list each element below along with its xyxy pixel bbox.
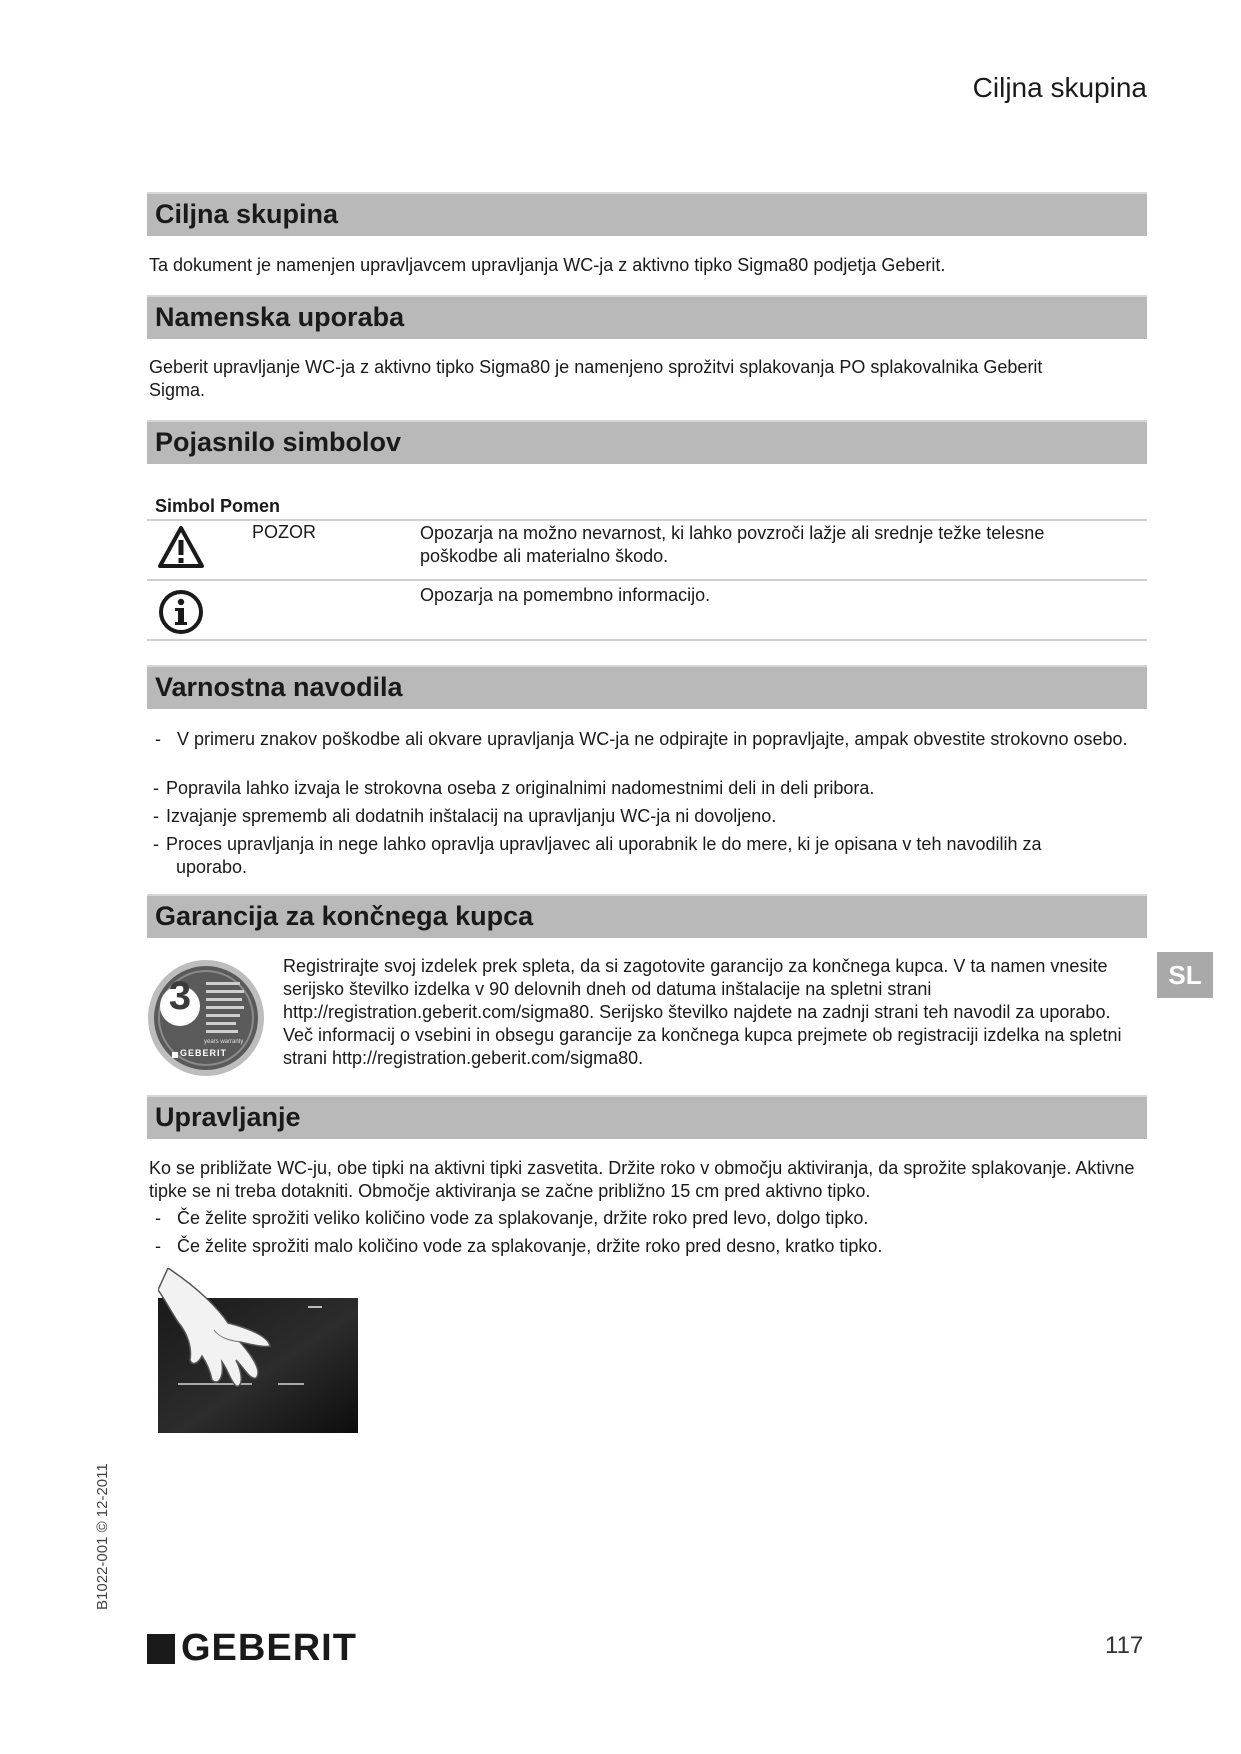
list-item xyxy=(149,1207,1144,1230)
list-item xyxy=(149,833,1144,879)
operation-list xyxy=(149,1207,1144,1263)
list-dash: - xyxy=(153,778,159,798)
section-heading-intended-use xyxy=(147,295,1147,339)
operation-text: Ko se približate WC-ju, obe tipki na aktivni tipki zasvetita. Držite roko v območju aktiviranja, da sprožite splakovanje. Aktivne tipke se ni treba dotakniti. Območje aktiviranja se začne približno 15 cm pred aktivno tipko. xyxy=(149,1158,1135,1201)
section-heading-text: Pojasnilo simbolov xyxy=(155,427,402,457)
running-title: Ciljna skupina xyxy=(972,72,1147,103)
language-tab: SL xyxy=(1157,952,1213,998)
list-item-text: Proces upravljanja in nege lahko opravlja upravljavec ali uporabnik le do mere, ki je opisana v teh navodilih za xyxy=(166,834,1042,854)
logo-square xyxy=(147,1634,175,1664)
safety-list xyxy=(149,728,1144,756)
list-dash: - xyxy=(155,729,161,749)
section-heading-text: Namenska uporaba xyxy=(155,302,405,332)
warranty-badge xyxy=(146,958,266,1078)
list-item-text: Če želite sprožiti veliko količino vode za splakovanje, držite roko pred levo, dolgo tipko. xyxy=(177,1208,869,1228)
list-dash: - xyxy=(153,806,159,826)
list-item-text: Popravila lahko izvaja le strokovna oseba z originalnimi nadomestnimi deli in deli pribora. xyxy=(166,778,875,798)
section-heading-text: Varnostna navodila xyxy=(155,672,403,702)
section-heading-text: Upravljanje xyxy=(155,1102,301,1132)
table-rule xyxy=(147,579,1147,581)
list-item-text: V primeru znakov poškodbe ali okvare upravljanja WC-ja ne odpirajte in popravljajte, ampak obvestite strokovno osebo. xyxy=(177,729,1128,749)
safety-list-continued xyxy=(149,777,1144,884)
list-item xyxy=(149,777,1144,800)
symbol-meaning-info: Opozarja na pomembno informacijo. xyxy=(420,585,711,605)
warranty-badge-number: 3 xyxy=(168,974,192,1018)
symbol-meaning-caution: Opozarja na možno nevarnost, ki lahko povzroči lažje ali srednje težke telesne poškodbe ali materialno škodo. xyxy=(420,523,1045,566)
list-item xyxy=(149,1235,1144,1258)
hand-activation-illustration xyxy=(158,1268,358,1433)
logo-wordmark: GEBERIT xyxy=(181,1627,357,1669)
page-number: 117 xyxy=(1105,1632,1144,1659)
target-group-text: Ta dokument je namenjen upravljavcem upravljanja WC-ja z aktivno tipko Sigma80 podjetja Geberit. xyxy=(149,255,946,275)
section-heading-symbols xyxy=(147,420,1147,464)
section-heading-operation xyxy=(147,1095,1147,1139)
list-dash: - xyxy=(155,1208,161,1228)
list-item xyxy=(149,805,1144,828)
list-dash: - xyxy=(155,1236,161,1256)
warranty-badge-caption: years warranty xyxy=(204,1039,244,1045)
intended-use-text: Geberit upravljanje WC-ja z aktivno tipko Sigma80 je namenjeno sprožitvi splakovanja PO splakovalnika Geberit Sigma. xyxy=(149,357,1043,400)
section-heading-text: Garancija za končnega kupca xyxy=(155,901,534,931)
symbol-label-caution: POZOR xyxy=(252,522,317,542)
section-heading-target-group xyxy=(147,192,1147,236)
warranty-badge-brand: GEBERIT xyxy=(180,1048,228,1058)
table-rule xyxy=(147,639,1147,641)
document-code: B1022-001 © 12-2011 xyxy=(94,1463,111,1610)
symbols-table-header: Simbol Pomen xyxy=(155,496,281,516)
section-heading-safety xyxy=(147,665,1147,709)
list-item-text: Če želite sprožiti malo količino vode za splakovanje, držite roko pred desno, kratko tipko. xyxy=(177,1236,883,1256)
info-icon xyxy=(157,588,205,636)
section-heading-text: Ciljna skupina xyxy=(155,199,339,229)
table-rule xyxy=(147,519,1147,521)
warranty-text: Registrirajte svoj izdelek prek spleta, da si zagotovite garancijo za končnega kupca. V ta namen vnesite serijsko številko izdelka v 90 delovnih dneh od datuma inštalacije na spletni strani http://registration.geberit.com/sigma80. Serijsko številko najdete na zadnji strani teh navodil za uporabo. Več informacij o vsebini in obsegu garancije za končnega kupca prejmete ob registraciji izdelka na spletni strani http://registration.geberit.com/sigma80. xyxy=(283,956,1122,1068)
warning-icon xyxy=(157,524,205,570)
list-dash: - xyxy=(153,834,159,854)
list-item-text: Izvajanje sprememb ali dodatnih inštalacij na upravljanju WC-ja ni dovoljeno. xyxy=(166,806,777,826)
section-heading-warranty xyxy=(147,894,1147,938)
list-item-text-continued: uporabo. xyxy=(176,857,248,877)
list-item xyxy=(149,728,1144,751)
